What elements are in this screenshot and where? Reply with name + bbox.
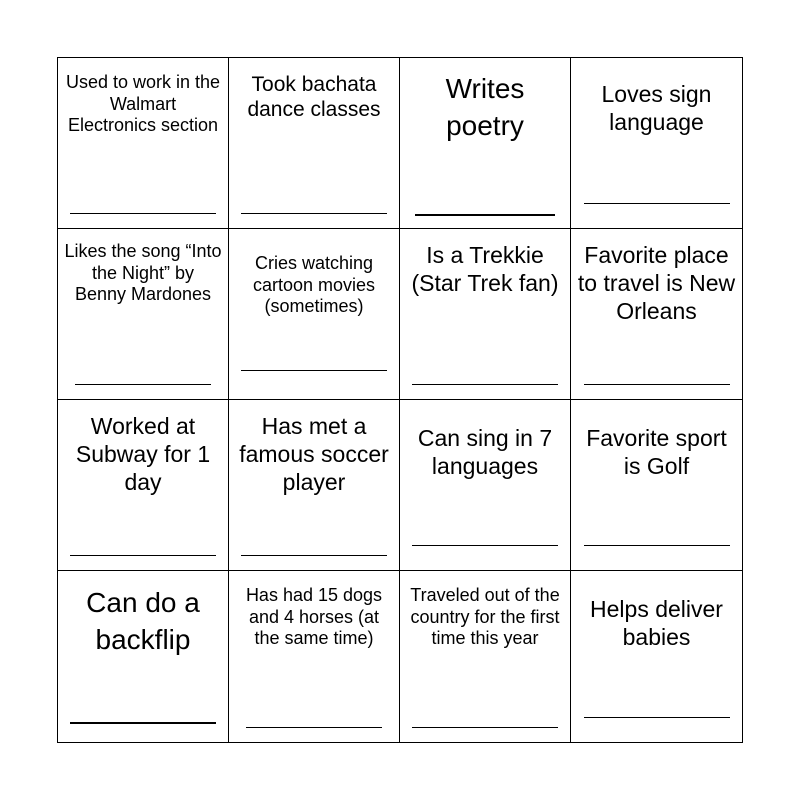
- cell-text: Helps deliver babies: [590, 596, 723, 651]
- cell-text: Traveled out of the country for the first time this year: [410, 585, 560, 649]
- bingo-cell: [400, 58, 571, 229]
- bingo-cell: [58, 229, 229, 400]
- cell-text: Can do a backflip: [86, 587, 200, 655]
- signature-line: [584, 203, 730, 204]
- bingo-cell: [400, 400, 571, 571]
- signature-line: [412, 727, 558, 728]
- bingo-cell: [571, 571, 742, 742]
- bingo-cell: [571, 229, 742, 400]
- signature-line: [584, 545, 730, 546]
- signature-line: [70, 555, 216, 556]
- bingo-cell: [400, 571, 571, 742]
- bingo-board: [57, 57, 743, 743]
- signature-line: [70, 213, 216, 214]
- signature-line: [412, 545, 558, 546]
- cell-text: Is a Trekkie (Star Trek fan): [411, 242, 559, 297]
- bingo-cell: [571, 58, 742, 229]
- cell-text: Cries watching cartoon movies (sometimes): [252, 253, 376, 317]
- cell-text: Can sing in 7 languages: [417, 425, 553, 480]
- cell-text: Favorite place to travel is New Orleans: [577, 242, 736, 325]
- signature-line: [241, 213, 387, 214]
- signature-line: [75, 384, 211, 385]
- signature-line: [412, 384, 558, 385]
- signature-line: [70, 722, 216, 724]
- signature-line: [241, 370, 387, 371]
- signature-line: [584, 384, 730, 385]
- cell-text: Favorite sport is Golf: [586, 425, 727, 480]
- cell-text: Loves sign language: [601, 81, 712, 136]
- bingo-cell: [58, 400, 229, 571]
- bingo-cell: [229, 400, 400, 571]
- signature-line: [241, 555, 387, 556]
- bingo-cell: [58, 58, 229, 229]
- signature-line: [584, 717, 730, 718]
- cell-text: Took bachata dance classes: [247, 73, 381, 122]
- signature-line: [415, 214, 555, 216]
- cell-text: Has had 15 dogs and 4 horses (at the same time): [245, 585, 383, 649]
- bingo-cell: [229, 229, 400, 400]
- bingo-cell: [229, 58, 400, 229]
- bingo-cell: [229, 571, 400, 742]
- signature-line: [246, 727, 382, 728]
- bingo-cell: [58, 571, 229, 742]
- cell-text: Writes poetry: [445, 73, 525, 141]
- bingo-cell: [400, 229, 571, 400]
- cell-text: Likes the song “Into the Night” by Benny Mardones: [64, 241, 222, 305]
- bingo-cell: [571, 400, 742, 571]
- cell-text: Worked at Subway for 1 day: [75, 413, 211, 496]
- cell-text: Has met a famous soccer player: [239, 413, 389, 496]
- cell-text: Used to work in the Walmart Electronics section: [65, 72, 221, 136]
